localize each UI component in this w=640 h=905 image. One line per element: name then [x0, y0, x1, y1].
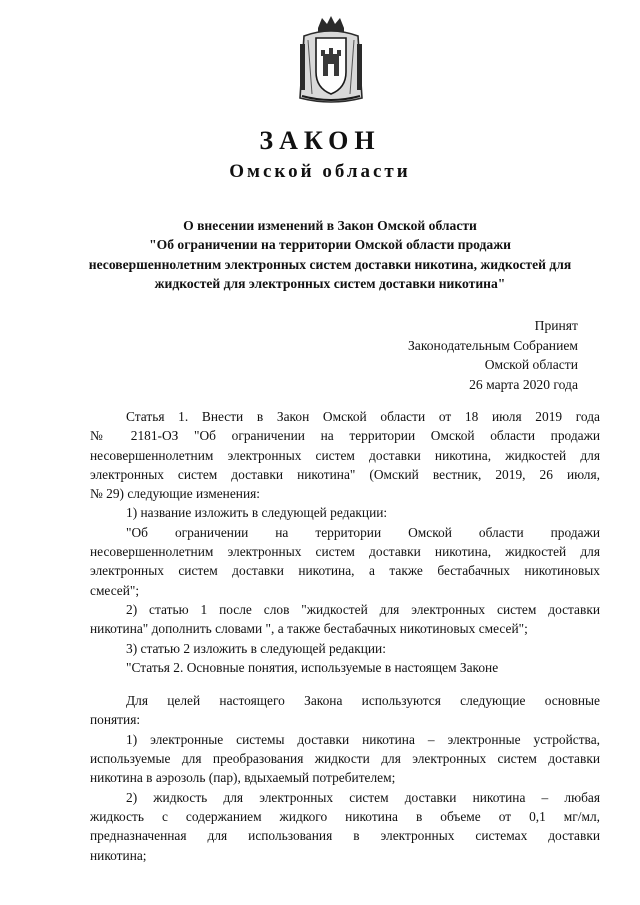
- paragraph-gap: [90, 677, 600, 691]
- document-title: ЗАКОН: [259, 126, 381, 155]
- body-line: "Об ограничении на территории Омской области продажи: [126, 524, 600, 540]
- adoption-date: 26 марта 2020 года: [469, 376, 578, 392]
- body-line: понятия:: [90, 712, 141, 728]
- body-line: № 2181-ОЗ "Об ограничении на территории Омской области продажи: [90, 428, 600, 444]
- body-line: 1) название изложить в следующей редакции:: [126, 505, 388, 521]
- document-subtitle: Омской области: [229, 161, 411, 182]
- body-line: несовершеннолетним электронных систем доставки никотина, жидкостей для: [90, 544, 600, 560]
- adoption-line: Омской области: [484, 357, 578, 373]
- body-line: 2) статью 1 после слов "жидкостей для электронных систем доставки: [126, 601, 600, 617]
- heading-line: "Об ограничении на территории Омской области продажи: [149, 237, 511, 253]
- body-line: никотина;: [90, 847, 147, 863]
- body-line: никотина в аэрозоль (пар), вдыхаемый потребителем;: [90, 770, 396, 786]
- body-line: несовершеннолетним электронных систем доставки никотина, жидкостей для: [90, 447, 600, 463]
- adoption-line: Принят: [534, 318, 578, 333]
- body-line: смесей";: [90, 582, 140, 598]
- heading-line: несовершеннолетним электронных систем доставки никотина, жидкостей для: [88, 256, 572, 272]
- law-heading: [60, 216, 600, 294]
- body-line: Для целей настоящего Закона используются следующие основные: [126, 693, 600, 709]
- body-line: жидкость с содержанием жидкого никотина в объеме от 0,1 мг/мл,: [90, 808, 600, 824]
- omsk-coat-of-arms-emblem: [294, 14, 368, 106]
- adoption-block: [408, 316, 578, 394]
- body-line: 2) жидкость для электронных систем доставки никотина – любая: [126, 789, 600, 805]
- body-line: Статья 1. Внести в Закон Омской области от 18 июля 2019 года: [126, 409, 600, 424]
- adoption-line: Законодательным Собранием: [408, 337, 578, 353]
- body-line: никотина" дополнить словами ", а также бестабачных никотиновых смесей";: [90, 621, 528, 637]
- heading-line: жидкостей для электронных систем доставки никотина": [154, 276, 506, 292]
- body-line: электронных систем доставки никотина" (Омский вестник, 2019, 26 июля,: [90, 466, 600, 482]
- body-line: предназначенная для использования в электронных системах доставки: [90, 828, 600, 844]
- body-line: 1) электронные системы доставки никотина – электронные устройства,: [126, 731, 600, 747]
- law-body-text: [90, 407, 600, 865]
- body-line: используемые для преобразования жидкости для электронных систем доставки: [90, 751, 600, 767]
- body-line: № 29) следующие изменения:: [90, 486, 260, 502]
- heading-line: О внесении изменений в Закон Омской области: [183, 218, 477, 233]
- body-line: электронных систем доставки никотина, а также бестабачных никотиновых: [90, 563, 600, 579]
- body-line: "Статья 2. Основные понятия, используемые в настоящем Законе: [126, 659, 499, 675]
- body-line: 3) статью 2 изложить в следующей редакции:: [126, 640, 386, 656]
